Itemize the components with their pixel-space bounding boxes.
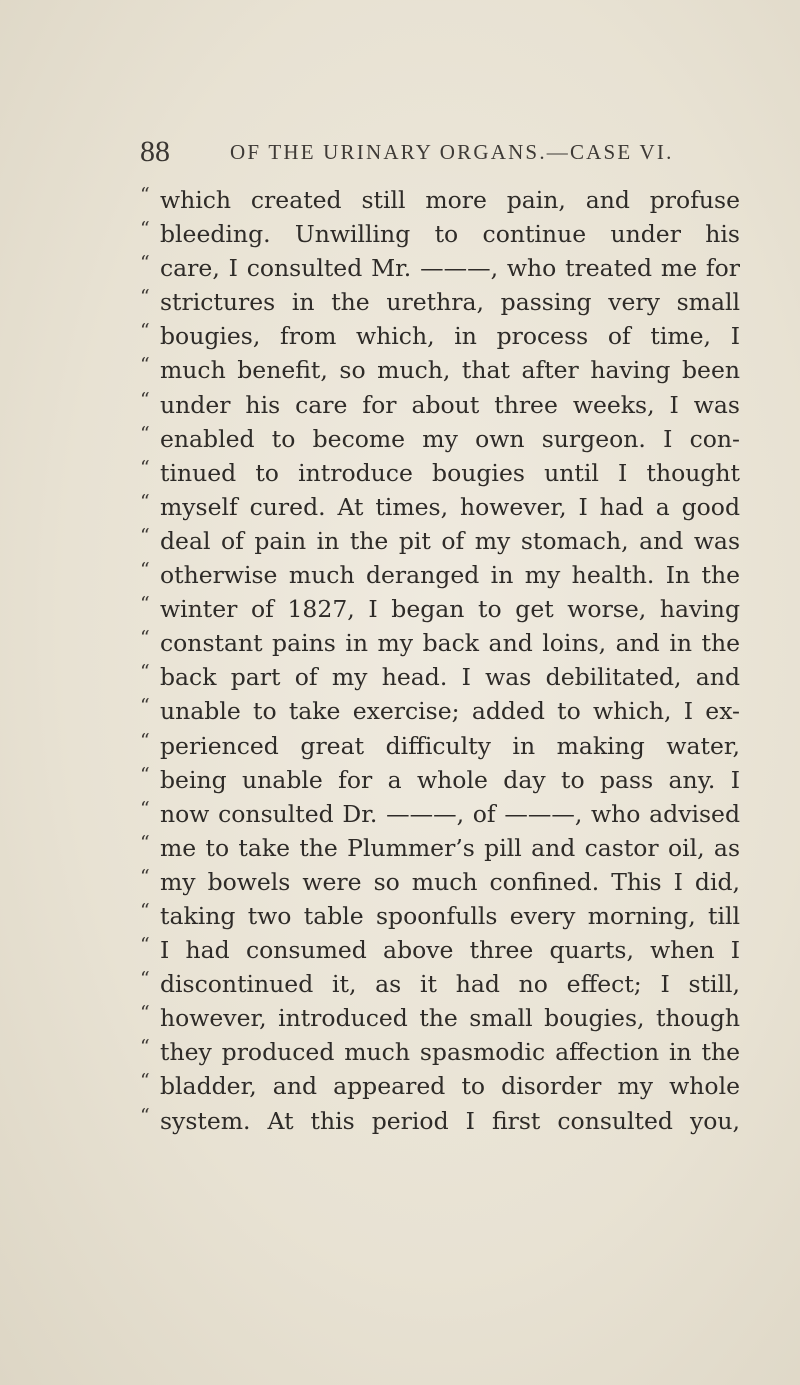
text-line	[140, 456, 740, 490]
line-text: system. At this period I first consulted you,	[160, 1106, 740, 1135]
text-line	[140, 797, 740, 831]
quote-mark: “	[140, 934, 150, 957]
running-title: OF THE URINARY ORGANS.—CASE VI.	[230, 140, 674, 164]
page-number: 88	[140, 135, 170, 168]
quote-mark: “	[140, 252, 150, 275]
quote-mark: “	[140, 968, 150, 991]
quote-mark: “	[140, 1036, 150, 1059]
text-line	[140, 831, 740, 865]
line-text: discontinued it, as it had no effect; I still,	[160, 970, 740, 999]
quote-mark: “	[140, 661, 150, 684]
quote-mark: “	[140, 865, 150, 888]
line-text: now consulted Dr. ———, of ———, who advised	[160, 799, 740, 828]
quote-mark: “	[140, 627, 150, 650]
text-line	[140, 660, 740, 694]
text-line	[140, 729, 740, 763]
line-text: perienced great difficulty in making water,	[160, 731, 740, 760]
line-text: much benefit, so much, that after having been	[160, 356, 740, 385]
line-text: which created still more pain, and profuse	[160, 186, 740, 214]
line-text: tinued to introduce bougies until I thought	[160, 458, 740, 487]
line-text: myself cured. At times, however, I had a good	[160, 492, 740, 521]
line-text: winter of 1827, I began to get worse, having	[160, 595, 740, 624]
text-line	[140, 490, 740, 524]
text-line	[140, 251, 740, 285]
quote-mark: “	[140, 388, 150, 411]
line-text: my bowels were so much confined. This I did,	[160, 867, 740, 896]
running-head	[140, 132, 740, 172]
text-line	[140, 183, 740, 217]
line-text: back part of my head. I was debilitated, and	[160, 663, 740, 692]
quote-mark: “	[140, 593, 150, 616]
body-text	[140, 183, 740, 1138]
text-line	[140, 1001, 740, 1035]
quote-mark: “	[140, 456, 150, 479]
quote-mark: “	[140, 490, 150, 513]
text-line	[140, 353, 740, 387]
text-line	[140, 558, 740, 592]
quote-mark: “	[140, 831, 150, 854]
text-line	[140, 1069, 740, 1103]
quote-mark: “	[140, 286, 150, 309]
text-line	[140, 319, 740, 353]
text-line	[140, 1035, 740, 1069]
quote-mark: “	[140, 1070, 150, 1093]
quote-mark: “	[140, 729, 150, 752]
line-text: they produced much spasmodic affection in the	[160, 1038, 740, 1067]
quote-mark: “	[140, 695, 150, 718]
line-text: constant pains in my back and loins, and in the	[160, 629, 740, 658]
line-text: bladder, and appeared to disorder my whole	[160, 1072, 740, 1101]
line-text: strictures in the urethra, passing very small	[160, 288, 740, 317]
text-line	[140, 524, 740, 558]
line-text: enabled to become my own surgeon. I con-	[160, 424, 740, 453]
text-line	[140, 1104, 740, 1138]
quote-mark: “	[140, 899, 150, 922]
text-line	[140, 422, 740, 456]
quote-mark: “	[140, 184, 150, 206]
quote-mark: “	[140, 320, 150, 343]
text-line	[140, 933, 740, 967]
line-text: bleeding. Unwilling to continue under his	[160, 220, 740, 249]
quote-mark: “	[140, 797, 150, 820]
line-text: me to take the Plummer’s pill and castor oil, as	[160, 833, 740, 862]
quote-mark: “	[140, 422, 150, 445]
text-line	[140, 626, 740, 660]
line-text: under his care for about three weeks, I was	[160, 390, 740, 419]
line-text: bougies, from which, in process of time, I	[160, 322, 740, 351]
line-text: I had consumed above three quarts, when I	[160, 936, 740, 965]
quote-mark: “	[140, 1104, 150, 1127]
text-line	[140, 388, 740, 422]
text-line	[140, 763, 740, 797]
quote-mark: “	[140, 559, 150, 582]
text-line	[140, 865, 740, 899]
text-line	[140, 967, 740, 1001]
line-text: however, introduced the small bougies, though	[160, 1004, 740, 1033]
quote-mark: “	[140, 354, 150, 377]
text-line	[140, 285, 740, 319]
quote-mark: “	[140, 218, 150, 241]
text-line	[140, 592, 740, 626]
text-line	[140, 217, 740, 251]
line-text: unable to take exercise; added to which, I ex-	[160, 697, 740, 726]
quote-mark: “	[140, 1002, 150, 1025]
line-text: otherwise much deranged in my health. In the	[160, 561, 740, 590]
quote-mark: “	[140, 763, 150, 786]
line-text: being unable for a whole day to pass any. I	[160, 765, 740, 794]
line-text: care, I consulted Mr. ———, who treated me for	[160, 254, 740, 283]
text-line	[140, 694, 740, 728]
line-text: taking two table spoonfulls every morning, till	[160, 901, 740, 930]
text-line	[140, 899, 740, 933]
line-text: deal of pain in the pit of my stomach, and was	[160, 526, 740, 555]
quote-mark: “	[140, 524, 150, 547]
